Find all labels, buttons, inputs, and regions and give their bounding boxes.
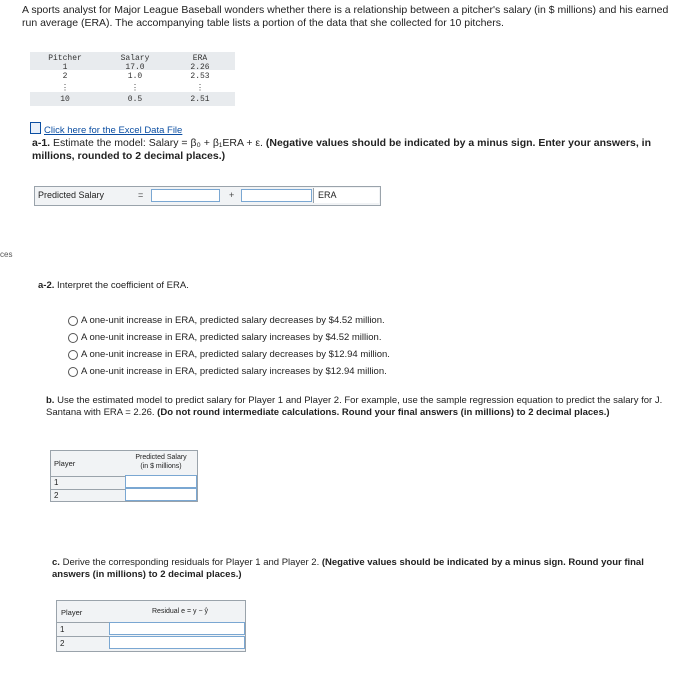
residual-player-2-input[interactable] bbox=[109, 636, 245, 649]
player-2-cell: 2 bbox=[54, 491, 59, 500]
predicted-salary-table bbox=[50, 450, 198, 502]
cell-pitcher-10: 10 bbox=[60, 95, 70, 104]
residual-player-1-input[interactable] bbox=[109, 622, 245, 635]
question-c bbox=[52, 557, 672, 580]
player-1-cell: 1 bbox=[54, 478, 59, 487]
residual-table bbox=[56, 600, 246, 652]
header-pitcher: Pitcher bbox=[48, 54, 82, 63]
c-instructions: (Negative values should be indicated by a minus sign. Round your final answers (in millions) to 2 decimal places.) bbox=[52, 557, 644, 580]
regression-equation-row bbox=[34, 186, 381, 206]
ellipsis-era: ⋮ bbox=[196, 83, 204, 92]
predicted-salary-player-2-input[interactable] bbox=[125, 488, 197, 501]
radio-button[interactable] bbox=[68, 350, 78, 360]
plus-sign: + bbox=[229, 190, 235, 200]
cell-era-1: 2.26 bbox=[190, 63, 210, 72]
slope-input[interactable] bbox=[241, 189, 312, 202]
side-tab-label[interactable]: ces bbox=[0, 250, 13, 259]
excel-data-link[interactable] bbox=[30, 122, 182, 136]
question-a2 bbox=[38, 280, 189, 291]
radio-button[interactable] bbox=[68, 316, 78, 326]
equals-sign: = bbox=[138, 190, 144, 200]
pitcher-data-table bbox=[30, 52, 235, 110]
a2-text: Interpret the coefficient of ERA. bbox=[54, 280, 189, 291]
era-variable-label: ERA bbox=[313, 188, 379, 203]
player-1-cell: 1 bbox=[60, 625, 65, 634]
question-b bbox=[46, 395, 676, 418]
radio-button[interactable] bbox=[68, 333, 78, 343]
predicted-salary-column-header bbox=[125, 451, 197, 475]
a2-option-4[interactable] bbox=[68, 363, 390, 380]
c-text: Derive the corresponding residuals for Player 1 and Player 2. bbox=[59, 557, 322, 568]
cell-era-2: 2.53 bbox=[190, 72, 210, 81]
a2-option-2[interactable] bbox=[68, 329, 390, 346]
header-line-1: Predicted Salary bbox=[135, 454, 187, 461]
b-label: b. bbox=[46, 395, 55, 406]
cell-salary-1: 17.0 bbox=[125, 63, 145, 72]
option-label: A one-unit increase in ERA, predicted salary increases by $12.94 million. bbox=[81, 366, 387, 377]
table-row bbox=[30, 72, 235, 82]
radio-button[interactable] bbox=[68, 367, 78, 377]
a1-label: a-1. bbox=[32, 137, 51, 149]
b-text: Use the estimated model to predict salary for Player 1 and Player 2. For example, use the sample regression equation to predict the salary for J. Santana with ERA = 2.26. bbox=[46, 395, 663, 418]
player-column-header: Player bbox=[54, 459, 76, 468]
table-row bbox=[30, 92, 235, 106]
predicted-salary-label: Predicted Salary bbox=[38, 190, 105, 200]
header-salary: Salary bbox=[120, 54, 150, 63]
option-label: A one-unit increase in ERA, predicted salary decreases by $12.94 million. bbox=[81, 349, 390, 360]
ellipsis-salary: ⋮ bbox=[131, 83, 139, 92]
option-label: A one-unit increase in ERA, predicted salary increases by $4.52 million. bbox=[81, 332, 382, 343]
ellipsis-pitcher: ⋮ bbox=[61, 83, 69, 92]
a1-instructions: (Negative values should be indicated by a minus sign. Enter your answers, in millions, rounded to 2 decimal places.) bbox=[32, 137, 651, 162]
problem-intro: A sports analyst for Major League Baseball wonders whether there is a relationship between a pitcher's salary (in $ millions) and his earned run average (ERA). The accompanying table lists a portion of the data that she collected for 10 pitchers. bbox=[22, 4, 669, 29]
cell-pitcher-2: 2 bbox=[62, 72, 68, 81]
excel-link-text[interactable]: Click here for the Excel Data File bbox=[44, 125, 183, 136]
excel-file-icon bbox=[30, 122, 41, 134]
predicted-salary-player-1-input[interactable] bbox=[125, 475, 197, 488]
a2-label: a-2. bbox=[38, 280, 55, 291]
data-table-header bbox=[30, 52, 235, 70]
header-line-2: (in $ millions) bbox=[140, 463, 182, 470]
cell-pitcher-1: 1 bbox=[62, 63, 68, 72]
b-instructions: (Do not round intermediate calculations. Round your final answers (in millions) to 2 decimal places.) bbox=[157, 406, 610, 418]
player-2-cell: 2 bbox=[60, 639, 65, 648]
a1-text: Estimate the model: Salary = β₀ + β₁ERA + ε. bbox=[50, 137, 266, 149]
option-label: A one-unit increase in ERA, predicted salary decreases by $4.52 million. bbox=[81, 315, 385, 326]
question-a1 bbox=[32, 137, 672, 163]
c-label: c. bbox=[52, 557, 60, 568]
residual-column-header: Residual e = y − ŷ bbox=[152, 608, 209, 615]
a2-option-1[interactable] bbox=[68, 312, 390, 329]
intercept-input[interactable] bbox=[151, 189, 220, 202]
header-era: ERA bbox=[192, 54, 208, 63]
cell-era-10: 2.51 bbox=[190, 95, 210, 104]
cell-salary-2: 1.0 bbox=[127, 72, 143, 81]
player-column-header: Player bbox=[61, 608, 83, 617]
cell-salary-10: 0.5 bbox=[127, 95, 143, 104]
a2-option-3[interactable] bbox=[68, 346, 390, 363]
a2-options bbox=[68, 312, 390, 380]
